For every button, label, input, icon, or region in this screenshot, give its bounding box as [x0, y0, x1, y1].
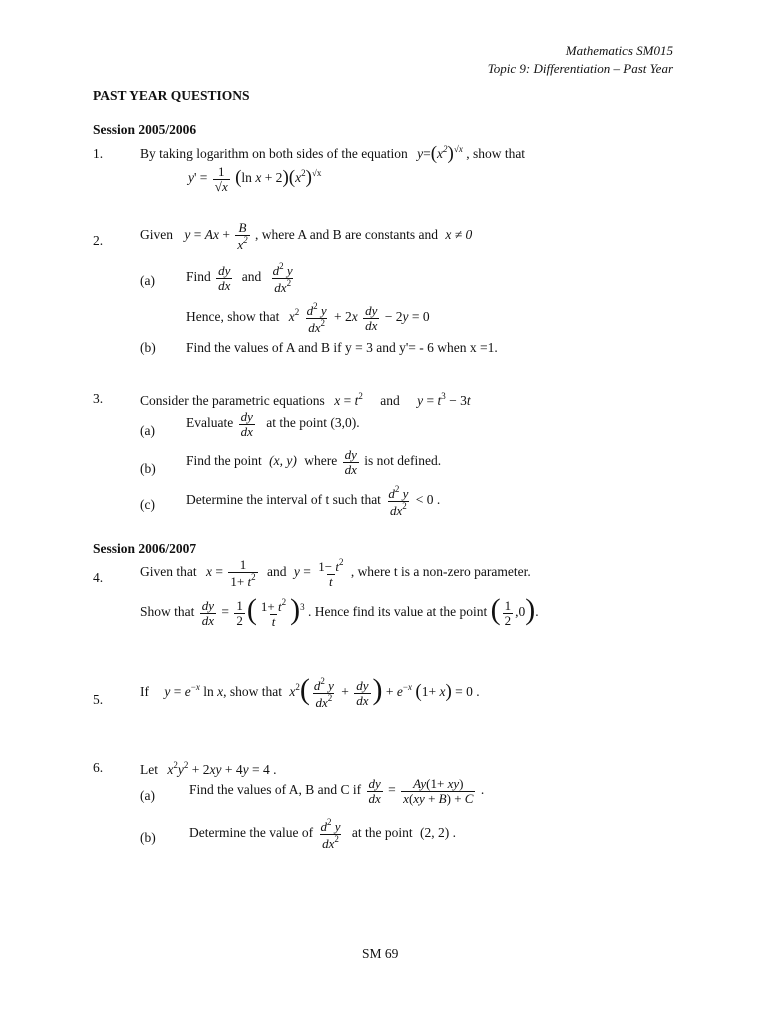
q3a-label: (a) — [140, 423, 155, 438]
session-heading-2: Session 2006/2007 — [93, 541, 197, 556]
page-footer: SM 69 — [362, 946, 399, 961]
q2b-text: Find the values of A and B if y = 3 and y'= - 6 when x =1. — [186, 340, 498, 355]
q3a-text: Evaluate $\frac{dy}{dx}$ at the point (3,0). — [186, 409, 360, 439]
question-number-6: 6. — [93, 760, 104, 775]
question-number-2: 2. — [93, 233, 104, 248]
q4-show: Show that $\frac{dy}{dx}$ = $\frac{1}{2}$ ( $\frac{1+ t^2}{t}$ )$^3$ . Hence find its value at the point ( $\frac{1}{2}$ ,0). — [140, 593, 539, 629]
q6b-text: Determine the value of $\frac{d^2 y}{dx^2}$ at the point (2, 2) . — [189, 817, 456, 851]
q2b-label: (b) — [140, 340, 156, 355]
question-number-1: 1. — [93, 146, 104, 161]
question-2-text: Given y = Ax + $\frac{B}{x^2}$ , where A and B are constants and x ≠ 0 — [140, 220, 473, 252]
page-title: PAST YEAR QUESTIONS — [93, 88, 250, 103]
question-number-5: 5. — [93, 692, 104, 707]
q3b-text: Find the point (x, y) where $\frac{dy}{dx}$ is not defined. — [186, 447, 442, 477]
q3c-label: (c) — [140, 497, 155, 512]
q1-result: y' = $\frac{1}{√x}$ (ln $x + 2)(x^2)^{√x}$ — [188, 164, 322, 194]
question-3-text: Consider the parametric equations $x = t^2$ and $y = t^3 - 3t$ — [140, 391, 471, 408]
q3b-label: (b) — [140, 461, 156, 476]
q2-condition: x ≠ 0 — [445, 227, 473, 243]
q6a-text: Find the values of A, B and C if $\frac{dy}{dx}$ = $\frac{Ay(1+ xy)}{x(xy + B) + C}$ . — [189, 776, 485, 806]
question-1-text: By taking logarithm on both sides of the equation $y=(x^2)^{√x}$ , show that — [140, 143, 526, 164]
q6a-label: (a) — [140, 788, 155, 803]
question-5-text: If $y = e^{-x}$ ln x, show that $x^2$( $\frac{d^2 y}{dx^2}$ + $\frac{dy}{dx}$ ) + $e^{-x}$ (1+ x) = 0 . — [140, 673, 480, 710]
question-number-4: 4. — [93, 570, 104, 585]
q2a-label: (a) — [140, 273, 155, 288]
question-number-3: 3. — [93, 391, 104, 406]
q2a-text: Find $\frac{dy}{dx}$ and $\frac{d^2 y}{dx^2}$ — [186, 261, 293, 295]
q2-equation: y — [184, 227, 191, 243]
header-topic: Topic 9: Differentiation – Past Year — [487, 61, 673, 76]
q2a-hence: Hence, show that $x^2$ $\frac{d^2 y}{dx^2}$ + 2x $\frac{dy}{dx}$ − 2y = 0 — [186, 301, 430, 335]
session-heading-1: Session 2005/2006 — [93, 122, 197, 137]
q1-equation: $y=(x^2)^{√x}$ — [417, 143, 463, 164]
header-course: Mathematics SM015 — [565, 43, 673, 58]
question-6-text: Let $x^2y^2 + 2xy + 4y = 4$ . — [140, 760, 277, 777]
question-4-text: Given that x = $\frac{1}{1+ t^2}$ and y = $\frac{1- t^2}{t}$ , where t is a non-zero parameter. — [140, 557, 531, 589]
q3c-text: Determine the interval of t such that $\frac{d^2 y}{dx^2}$ < 0 . — [186, 484, 441, 518]
q6b-label: (b) — [140, 830, 156, 845]
